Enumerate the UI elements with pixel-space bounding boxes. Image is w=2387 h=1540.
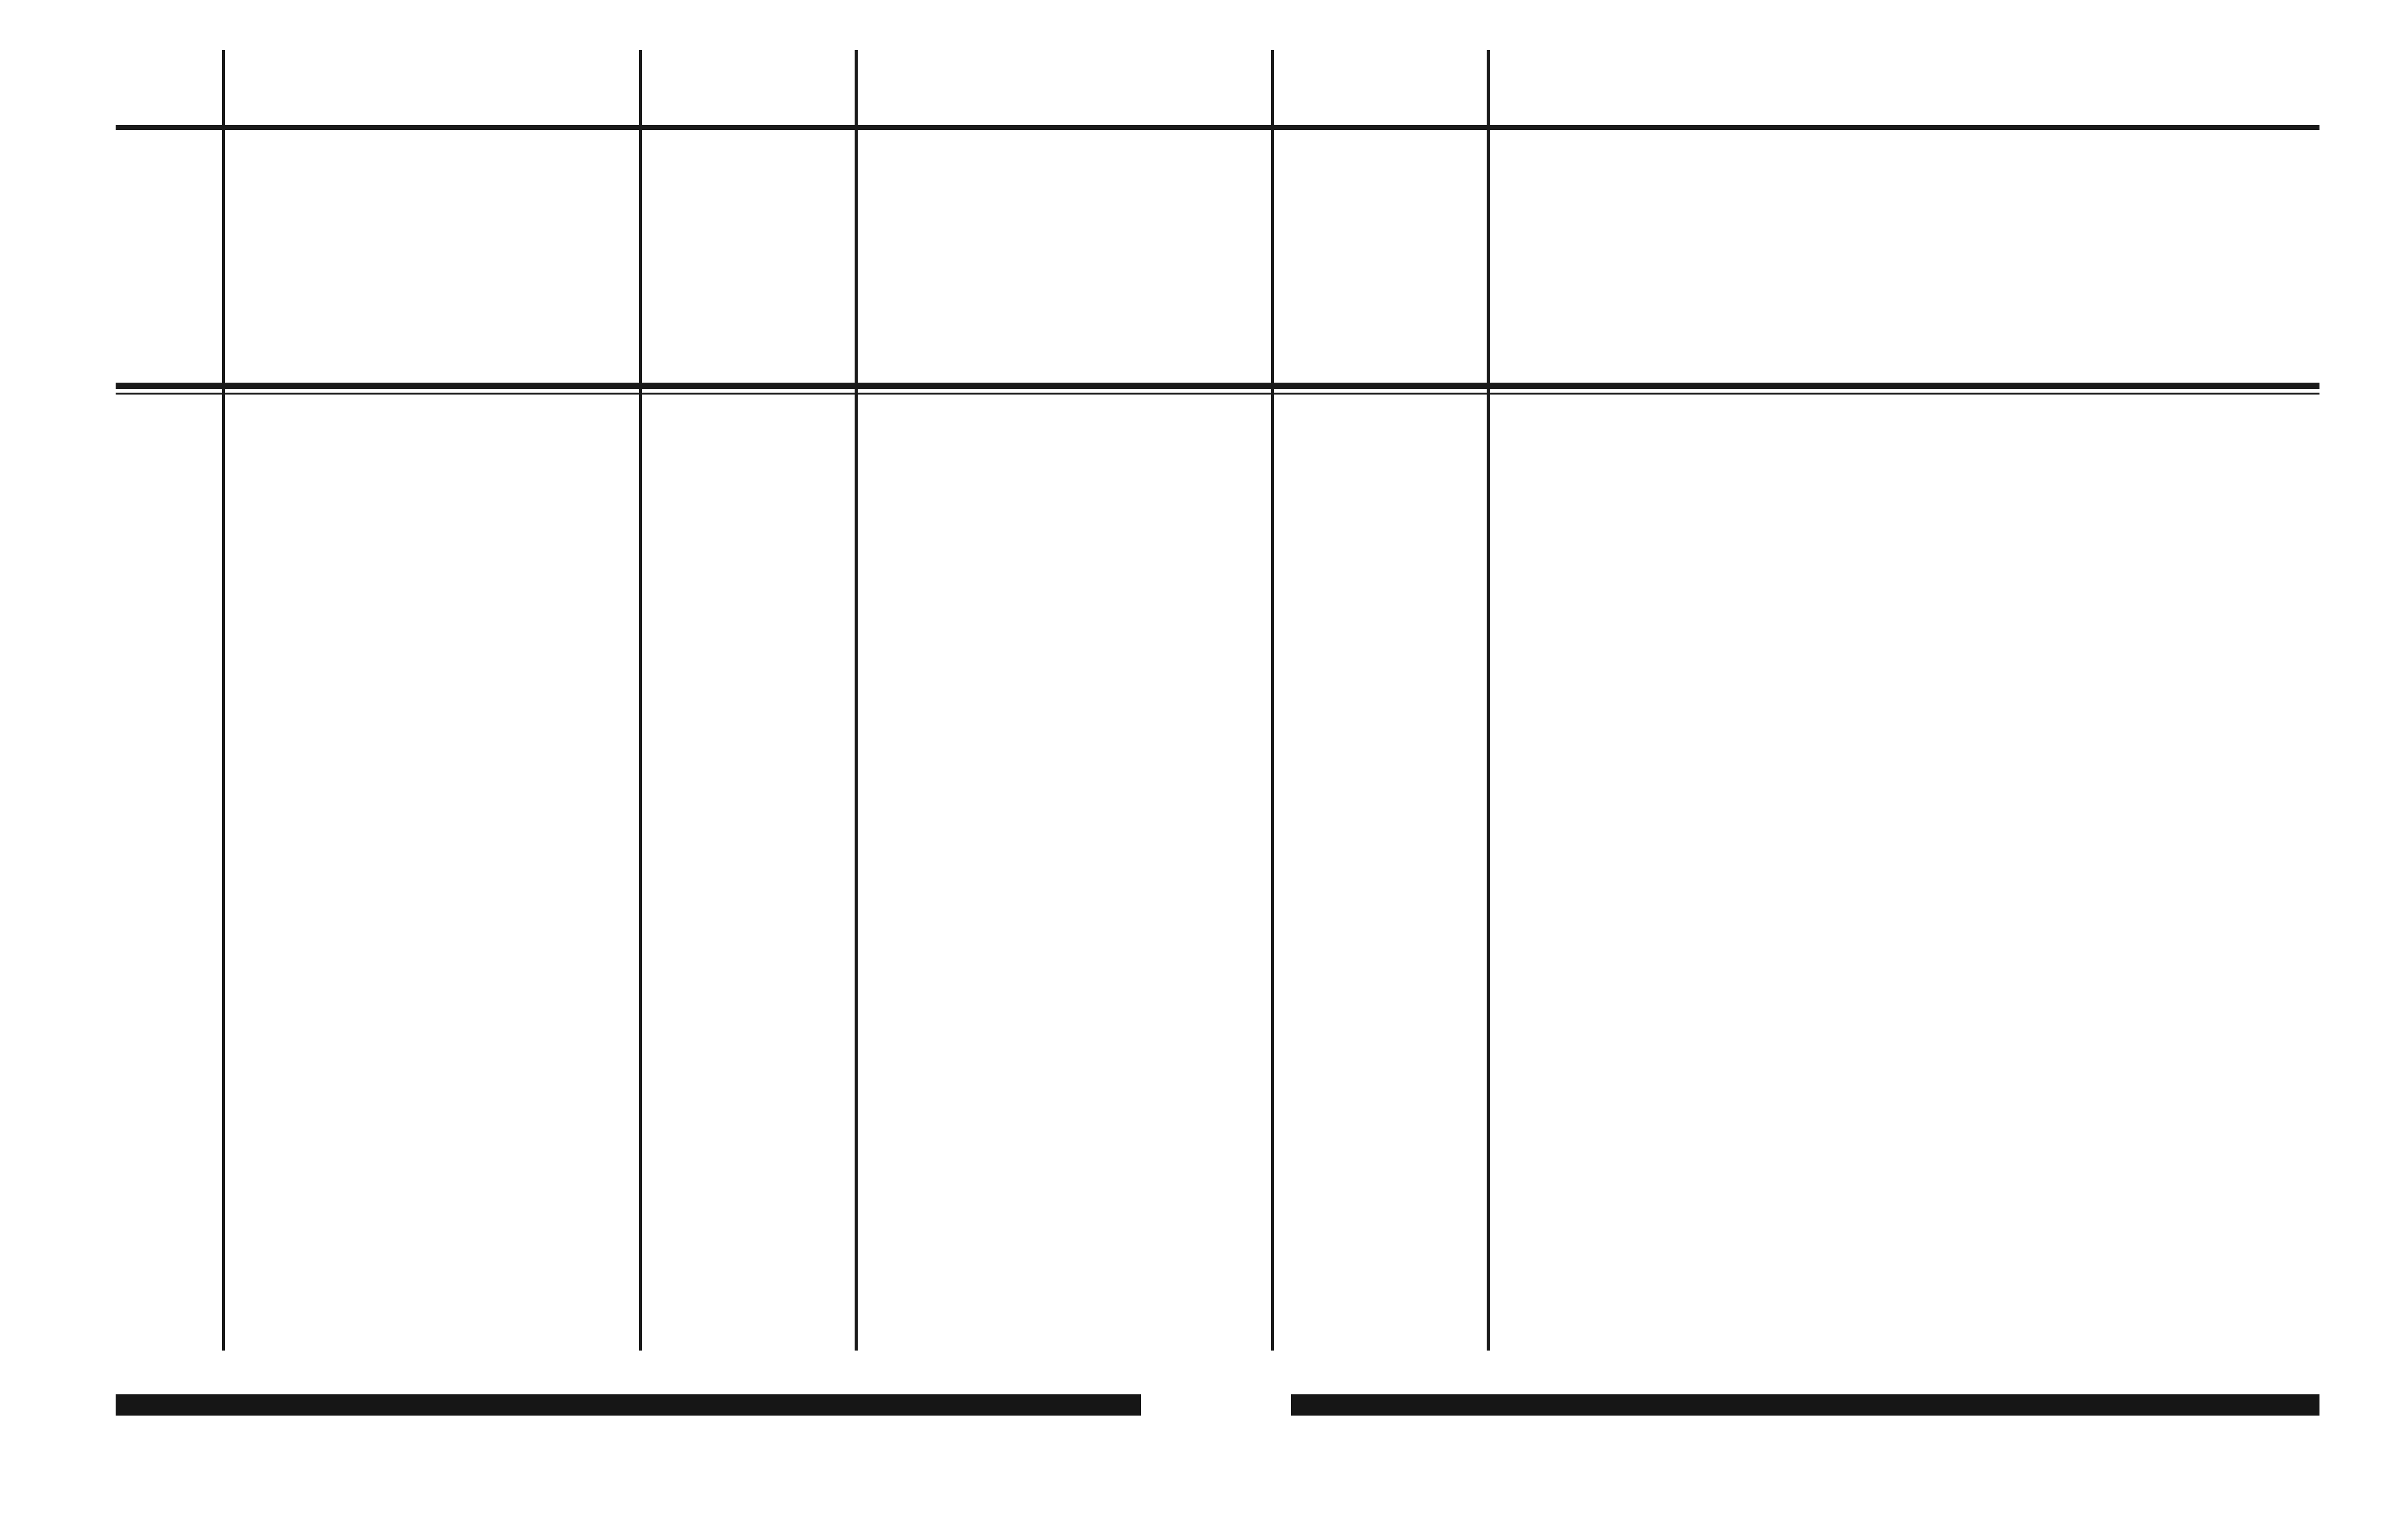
header-lage — [857, 31, 1272, 125]
column-rule-2 — [639, 50, 642, 1351]
section-rule-top — [116, 383, 2319, 389]
header-nr — [116, 31, 225, 125]
column-rule-4 — [1271, 50, 1274, 1351]
column-rule-5 — [1487, 50, 1490, 1351]
footer-bar-left — [116, 1394, 1141, 1416]
footer-bar-right — [1291, 1394, 2319, 1416]
column-rule-1 — [222, 50, 225, 1351]
section-rule-thin — [116, 393, 2319, 395]
header-gebrauch — [1272, 31, 1488, 125]
header-anmerkungen — [1488, 31, 2319, 125]
column-rule-3 — [855, 50, 858, 1351]
header-bezeichnet — [641, 31, 857, 125]
header-flurname — [225, 31, 641, 125]
section-letter — [116, 395, 222, 439]
header-bottom-rule — [116, 125, 2319, 130]
